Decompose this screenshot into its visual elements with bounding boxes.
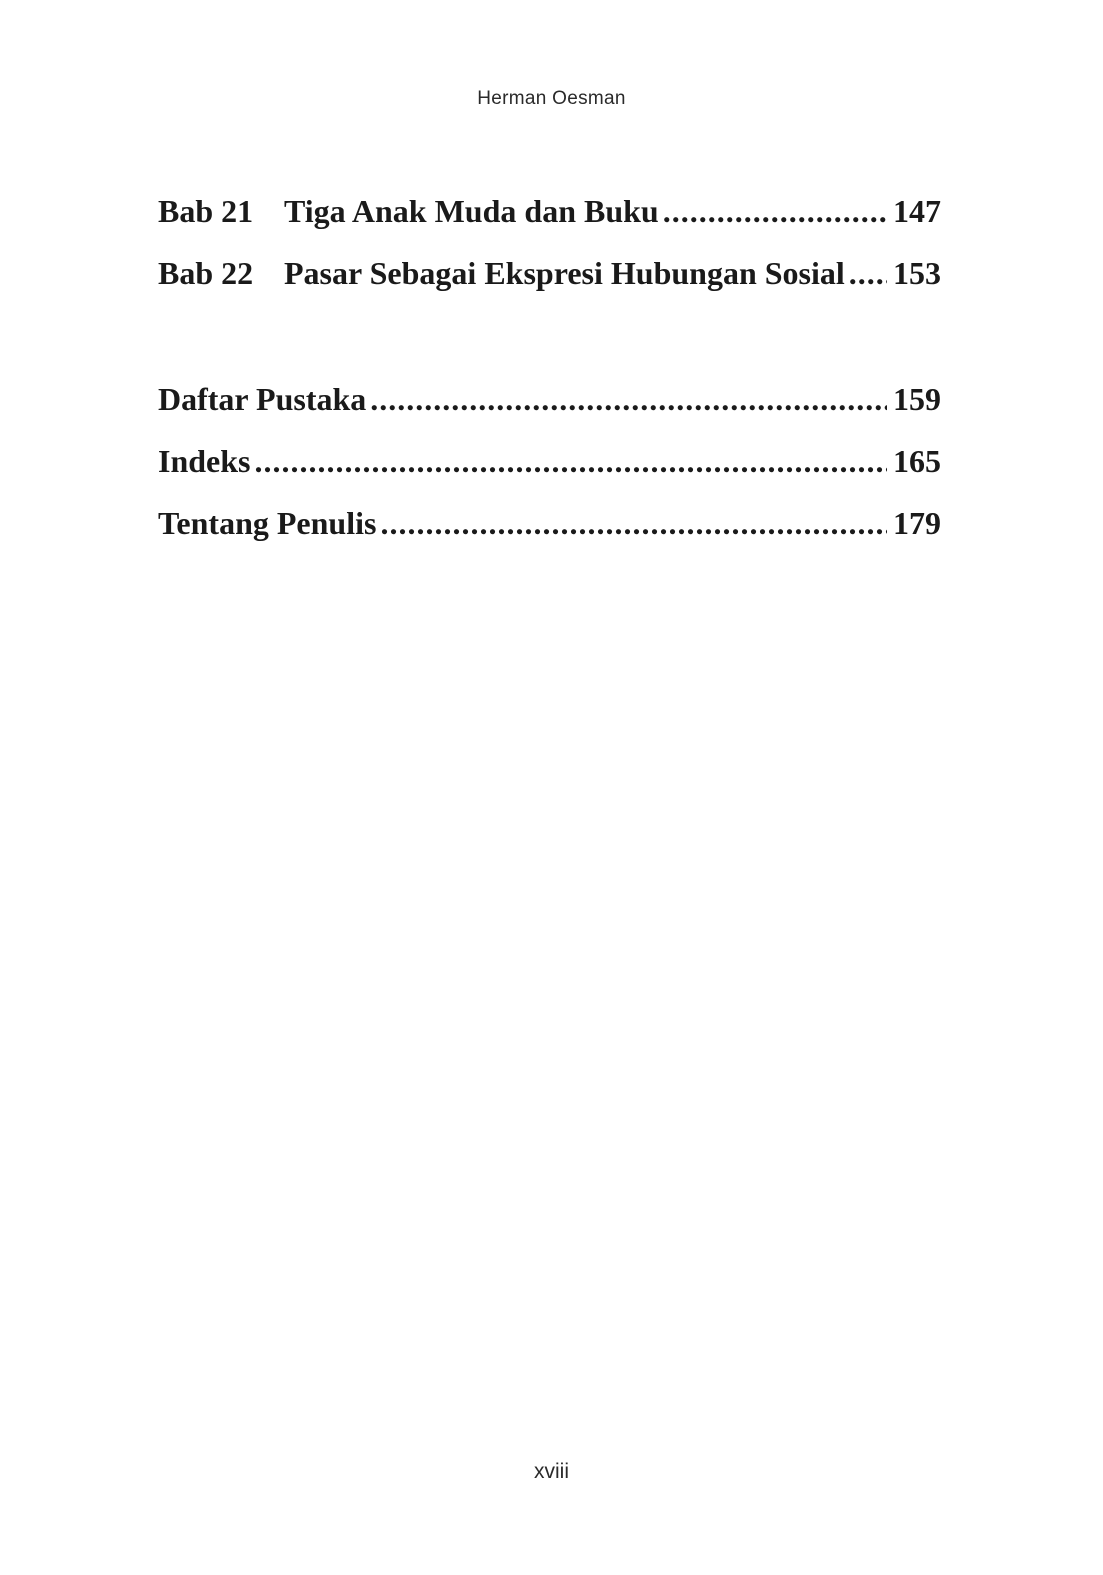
section-title: Indeks — [158, 443, 251, 479]
page-folio: xviii — [534, 1460, 569, 1483]
dot-leader — [380, 492, 887, 554]
toc-entry-tentang-penulis[interactable] — [158, 492, 941, 554]
section-title: Tentang Penulis — [158, 505, 377, 541]
page-number: 153 — [893, 255, 941, 291]
toc-back-matter-list — [158, 368, 941, 554]
chapter-number: Bab 21 — [158, 193, 254, 229]
dot-leader — [663, 180, 887, 242]
page-number: 147 — [893, 193, 941, 229]
toc-chapter-list — [158, 180, 941, 304]
dot-leader — [849, 242, 887, 304]
toc-entry-daftar-pustaka[interactable] — [158, 368, 941, 430]
toc-entry-indeks[interactable] — [158, 430, 941, 492]
running-head: Herman Oesman — [477, 88, 626, 109]
toc-entry-bab-21[interactable] — [158, 180, 941, 242]
page-number: 165 — [893, 443, 941, 479]
chapter-title: Pasar Sebagai Ekspresi Hubungan Sosial — [284, 255, 845, 291]
toc-entry-bab-22[interactable] — [158, 242, 941, 304]
page-number: 179 — [893, 505, 941, 541]
dot-leader — [370, 368, 887, 430]
chapter-title: Tiga Anak Muda dan Buku — [284, 193, 659, 229]
dot-leader — [255, 430, 888, 492]
section-title: Daftar Pustaka — [158, 381, 367, 417]
chapter-number: Bab 22 — [158, 255, 254, 291]
page-number: 159 — [893, 381, 941, 417]
